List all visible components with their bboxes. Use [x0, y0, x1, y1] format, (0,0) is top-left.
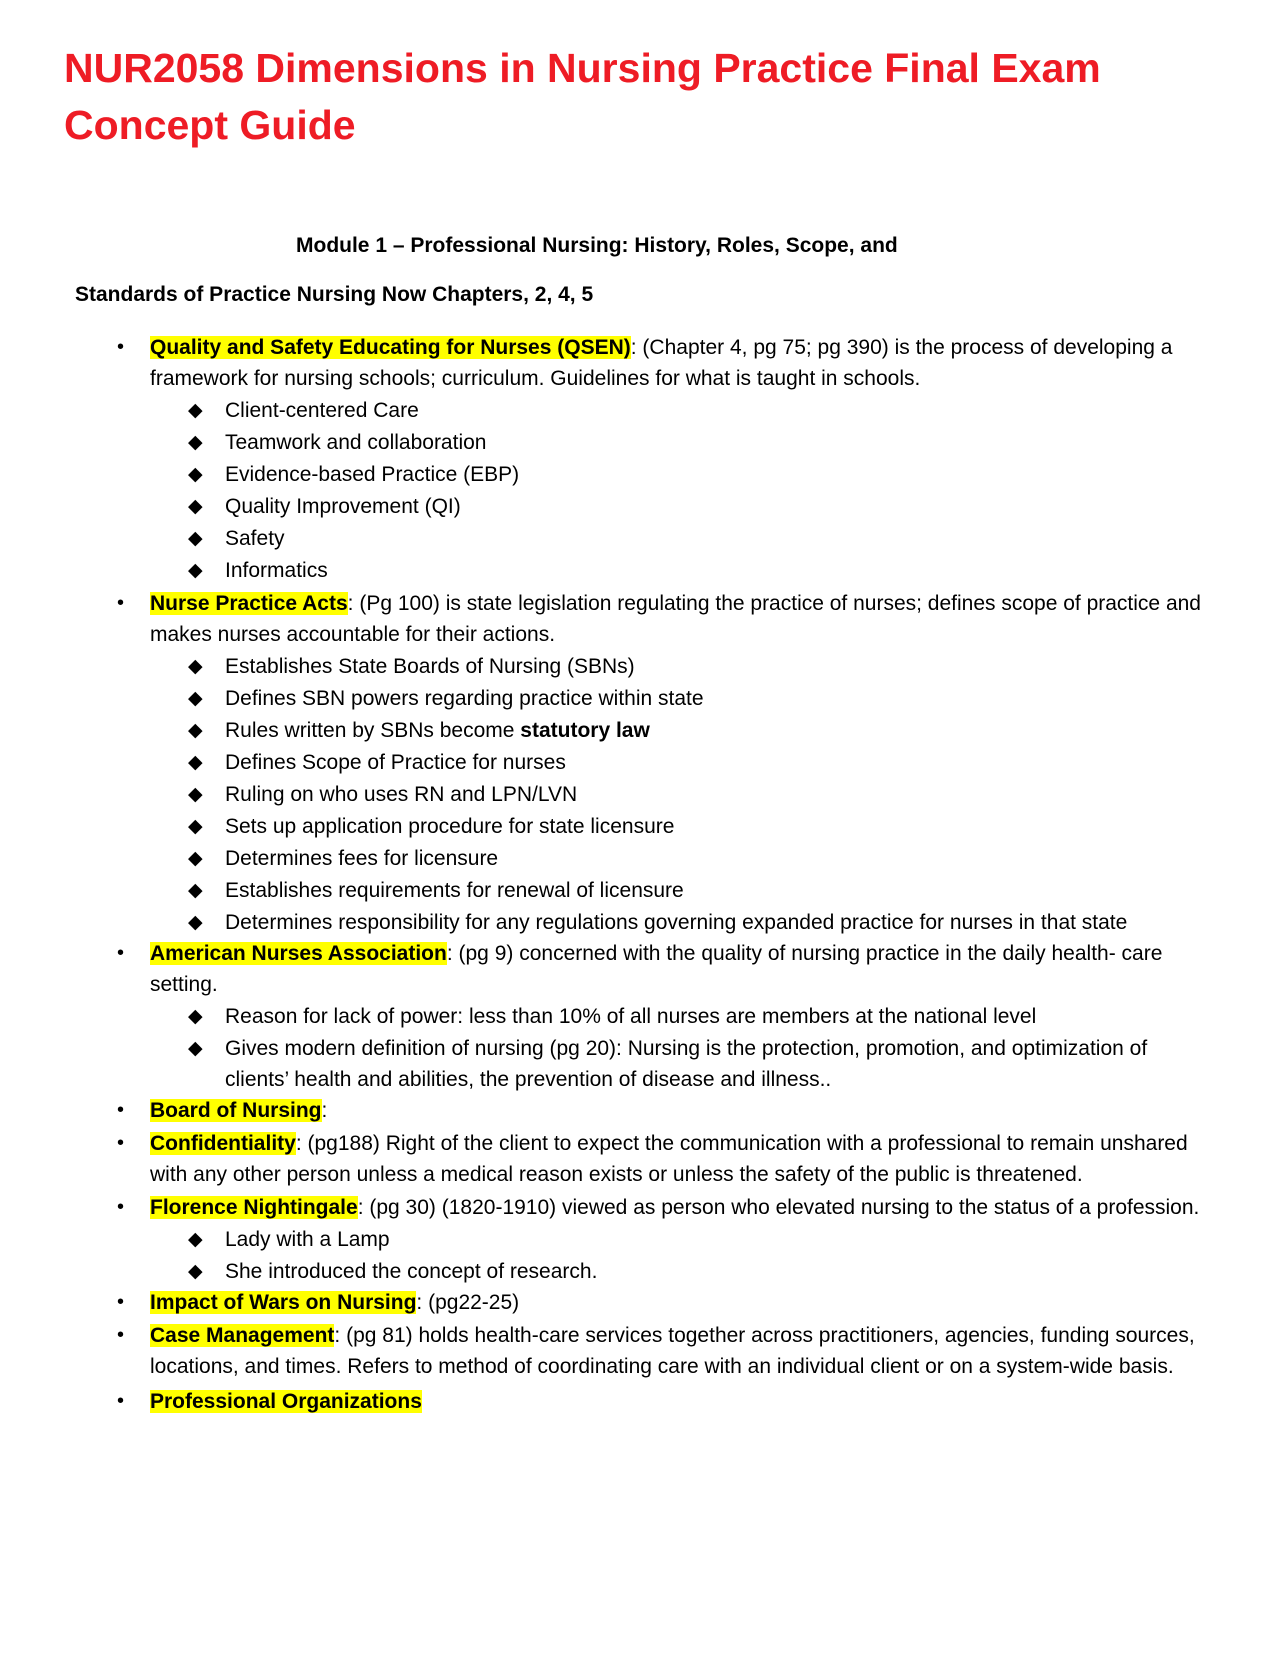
diamond-bullet-icon: ◆ [188, 400, 203, 421]
sub-item [0, 907, 1280, 938]
sub-item-text: Rules written by SBNs become [225, 719, 521, 742]
diamond-bullet-icon: ◆ [188, 432, 203, 453]
sub-item-text: Defines Scope of Practice for nurses [225, 751, 566, 774]
concept-list [0, 332, 1280, 1417]
diamond-bullet-icon: ◆ [188, 816, 203, 837]
sub-item-text: Quality Improvement (QI) [225, 495, 461, 518]
diamond-bullet-icon: ◆ [188, 912, 203, 933]
sub-item [0, 1256, 1280, 1287]
sub-item [0, 427, 1280, 458]
concept-description: : (Chapter 4, pg 75; pg 390) is the process of developing a framework for nursing schools; curriculum. Guidelines for what is taught in schools. [150, 336, 1173, 390]
bullet-icon: • [117, 1132, 125, 1154]
sub-item-text: Lady with a Lamp [225, 1228, 390, 1251]
sub-item [0, 491, 1280, 522]
sub-item [0, 395, 1280, 426]
sub-item [0, 459, 1280, 490]
concept-item-american-nurses-association [0, 938, 1280, 1000]
sub-item-text: Ruling on who uses RN and LPN/LVN [225, 783, 578, 806]
sub-item-text: She introduced the concept of research. [225, 1260, 598, 1283]
sub-item-text: Client-centered Care [225, 399, 419, 422]
concept-term: Board of Nursing [150, 1099, 322, 1122]
concept-item-nurse-practice-acts [0, 588, 1280, 650]
sub-item [0, 875, 1280, 906]
diamond-bullet-icon: ◆ [188, 688, 203, 709]
concept-description: : (pg 81) holds health-care services together across practitioners, agencies, funding sources, locations, and times. Refers to method of coordinating care with an individual client or on a system-wide basis. [150, 1324, 1195, 1378]
concept-description: : [321, 1099, 328, 1122]
sub-item [0, 1033, 1280, 1095]
diamond-bullet-icon: ◆ [188, 1229, 203, 1250]
bullet-icon: • [117, 942, 125, 964]
sub-item [0, 523, 1280, 554]
concept-item-confidentiality [0, 1128, 1280, 1190]
diamond-bullet-icon: ◆ [188, 880, 203, 901]
concept-description: : (pg 9) concerned with the quality of nursing practice in the daily health- care setting. [150, 942, 1163, 996]
sub-item-text: Establishes State Boards of Nursing (SBNs) [225, 655, 635, 678]
diamond-bullet-icon: ◆ [188, 528, 203, 549]
concept-item-case-management [0, 1320, 1280, 1382]
concept-item-board-of-nursing [0, 1095, 1280, 1126]
concept-term: Nurse Practice Acts [150, 592, 348, 615]
concept-term: Confidentiality [150, 1132, 296, 1155]
sub-item-text: Defines SBN powers regarding practice within state [225, 687, 704, 710]
sub-item [0, 1001, 1280, 1032]
sub-item-text: Sets up application procedure for state licensure [225, 815, 675, 838]
bullet-icon: • [117, 592, 125, 614]
concept-item-florence-nightingale [0, 1192, 1280, 1223]
sub-item-text: Gives modern definition of nursing (pg 20): Nursing is the protection, promotion, and optimization of clients’ health and abilities, the prevention of disease and illness.. [225, 1037, 1148, 1091]
concept-item-impact-of-wars [0, 1287, 1280, 1318]
sub-item [0, 715, 1280, 746]
sub-item-text: Determines responsibility for any regulations governing expanded practice for nurses in that state [225, 911, 1128, 934]
diamond-bullet-icon: ◆ [188, 1261, 203, 1282]
diamond-bullet-icon: ◆ [188, 464, 203, 485]
concept-term: American Nurses Association [150, 942, 447, 965]
sub-item [0, 779, 1280, 810]
diamond-bullet-icon: ◆ [188, 1038, 203, 1059]
concept-term: Case Management [150, 1324, 335, 1347]
diamond-bullet-icon: ◆ [188, 720, 203, 741]
document-title: NUR2058 Dimensions in Nursing Practice Final Exam Concept Guide [64, 45, 1101, 148]
diamond-bullet-icon: ◆ [188, 656, 203, 677]
bullet-icon: • [117, 1196, 125, 1218]
sub-item [0, 1224, 1280, 1255]
bullet-icon: • [117, 1291, 125, 1313]
sub-item [0, 747, 1280, 778]
bullet-icon: • [117, 1390, 125, 1412]
concept-term: Professional Organizations [150, 1390, 422, 1413]
sub-item-text: Informatics [225, 559, 328, 582]
sub-item [0, 651, 1280, 682]
sub-item-text: Determines fees for licensure [225, 847, 499, 870]
module-heading-line2: Standards of Practice Nursing Now Chapters, 2, 4, 5 [75, 283, 594, 306]
sub-item-text: Evidence-based Practice (EBP) [225, 463, 520, 486]
concept-term: Impact of Wars on Nursing [150, 1291, 417, 1314]
bullet-icon: • [117, 1099, 125, 1121]
sub-item-text: Safety [225, 527, 285, 550]
concept-item-professional-organizations [0, 1386, 1280, 1417]
bullet-icon: • [117, 1324, 125, 1346]
concept-item-qsen [0, 332, 1280, 394]
diamond-bullet-icon: ◆ [188, 784, 203, 805]
sub-item [0, 843, 1280, 874]
sub-item-text: Reason for lack of power: less than 10% of all nurses are members at the national level [225, 1005, 1037, 1028]
sub-item-bold-text: statutory law [520, 719, 650, 742]
sub-item-text: Teamwork and collaboration [225, 431, 487, 454]
diamond-bullet-icon: ◆ [188, 560, 203, 581]
module-heading-line1: Module 1 – Professional Nursing: History, Roles, Scope, and [296, 234, 898, 257]
bullet-icon: • [117, 336, 125, 358]
sub-item-text: Establishes requirements for renewal of licensure [225, 879, 684, 902]
concept-description: : (Pg 100) is state legislation regulating the practice of nurses; defines scope of practice and makes nurses accountable for their actions. [150, 592, 1201, 646]
diamond-bullet-icon: ◆ [188, 752, 203, 773]
sub-item [0, 811, 1280, 842]
sub-item [0, 555, 1280, 586]
diamond-bullet-icon: ◆ [188, 848, 203, 869]
diamond-bullet-icon: ◆ [188, 1006, 203, 1027]
concept-term: Quality and Safety Educating for Nurses (QSEN) [150, 336, 631, 359]
concept-term: Florence Nightingale [150, 1196, 358, 1219]
concept-description: : (pg22-25) [416, 1291, 520, 1314]
concept-description: : (pg 30) (1820-1910) viewed as person who elevated nursing to the status of a profession. [357, 1196, 1200, 1219]
concept-description: : (pg188) Right of the client to expect the communication with a professional to remain unshared with any other person unless a medical reason exists or unless the safety of the public is threatened. [150, 1132, 1188, 1186]
sub-item [0, 683, 1280, 714]
diamond-bullet-icon: ◆ [188, 496, 203, 517]
